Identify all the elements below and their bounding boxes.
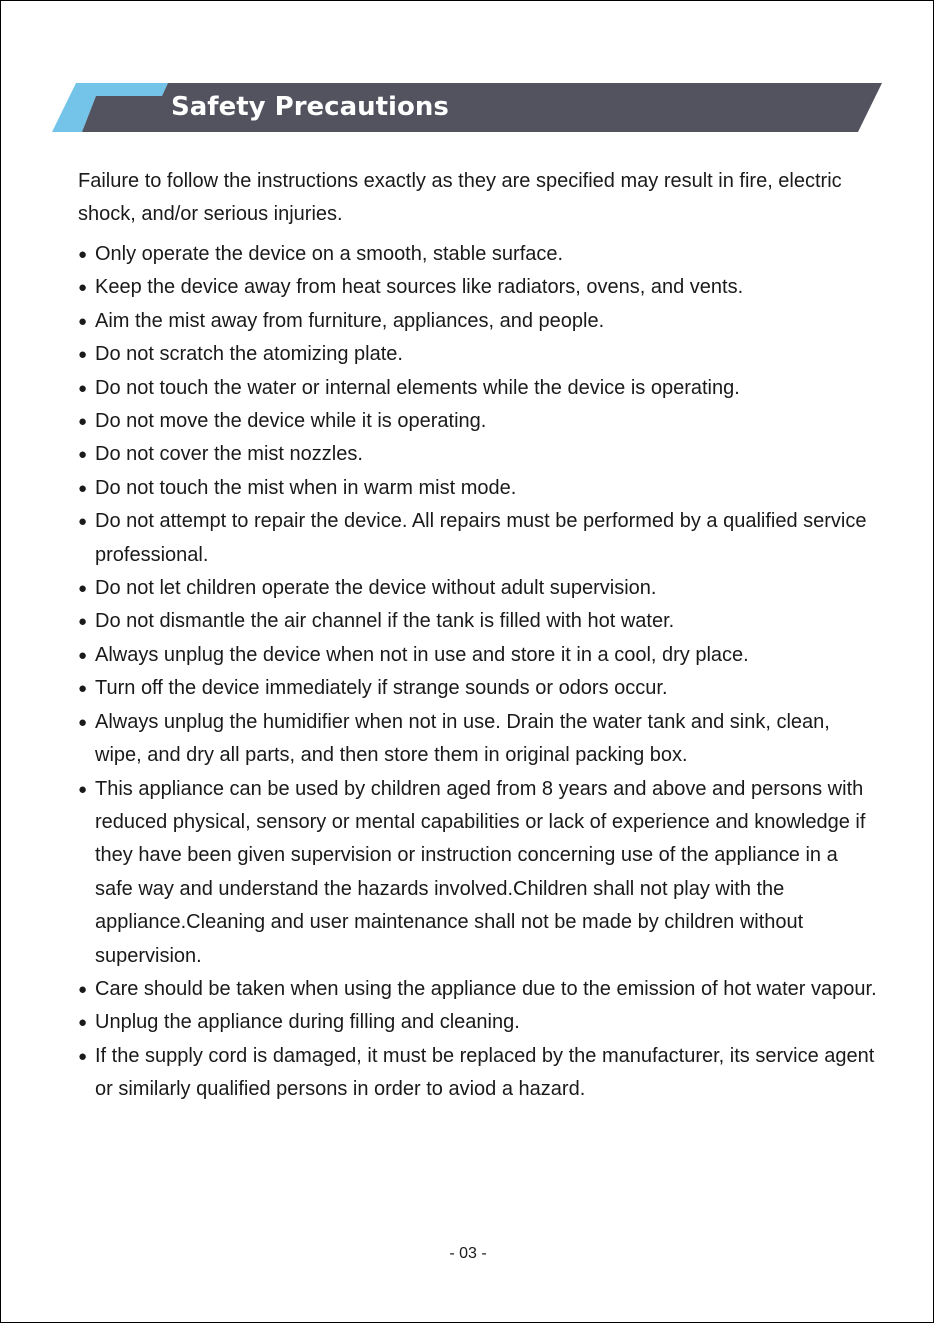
page-title: Safety Precautions (171, 92, 449, 122)
precaution-text: Do not touch the water or internal elements while the device is operating. (95, 376, 740, 399)
precaution-item (78, 1040, 878, 1107)
bullet-icon: ● (78, 279, 88, 297)
precaution-item (78, 572, 878, 605)
precaution-item (78, 706, 878, 773)
precaution-text: Unplug the appliance during filling and cleaning. (95, 1011, 520, 1034)
precaution-text: Do not attempt to repair the device. All repairs must be performed by a qualified service professional. (95, 510, 867, 566)
precaution-text: Aim the mist away from furniture, appliances, and people. (95, 309, 605, 332)
precaution-text: Do not cover the mist nozzles. (95, 443, 363, 466)
bullet-icon: ● (78, 479, 88, 497)
precaution-item (78, 605, 878, 638)
precaution-text: Care should be taken when using the appliance due to the emission of hot water vapour. (95, 977, 877, 1000)
bullet-icon: ● (78, 646, 88, 664)
precaution-text: Always unplug the device when not in use and store it in a cool, dry place. (95, 643, 749, 666)
bullet-icon: ● (78, 1014, 88, 1032)
bullet-icon: ● (78, 312, 88, 330)
bullet-icon: ● (78, 246, 88, 263)
bullet-icon: ● (78, 780, 88, 798)
bullet-icon: ● (78, 413, 88, 431)
precaution-text: Only operate the device on a smooth, stable surface. (95, 243, 564, 265)
bullet-icon: ● (78, 379, 88, 397)
precaution-list (78, 238, 878, 1107)
page-number: - 03 - (449, 1245, 487, 1262)
bullet-icon: ● (78, 980, 88, 998)
section-header (52, 83, 882, 132)
bullet-icon: ● (78, 680, 88, 698)
precaution-item (78, 472, 878, 505)
precaution-item (78, 672, 878, 705)
precaution-text: Do not move the device while it is operating. (95, 410, 487, 433)
precaution-text: Keep the device away from heat sources like radiators, ovens, and vents. (95, 276, 744, 299)
bullet-icon: ● (78, 1047, 88, 1065)
precaution-text: Turn off the device immediately if strange sounds or odors occur. (95, 677, 668, 700)
precaution-item (78, 973, 878, 1006)
precaution-item (78, 639, 878, 672)
precaution-text: Do not scratch the atomizing plate. (95, 343, 403, 366)
precaution-text: If the supply cord is damaged, it must be replaced by the manufacturer, its service agent or similarly qualified persons in order to aviod a hazard. (95, 1044, 875, 1101)
bullet-icon: ● (78, 513, 88, 531)
precaution-item (78, 238, 878, 271)
precaution-text: Do not touch the mist when in warm mist mode. (95, 476, 517, 499)
precaution-text: Always unplug the humidifier when not in use. Drain the water tank and sink, clean, wipe, and dry all parts, and then store them in original packing box. (95, 710, 830, 767)
bullet-icon: ● (78, 580, 88, 598)
precaution-item (78, 773, 878, 973)
precaution-item (78, 505, 878, 572)
bullet-icon: ● (78, 713, 88, 731)
precaution-item (78, 405, 878, 438)
precaution-text: Do not let children operate the device without adult supervision. (95, 577, 657, 600)
precaution-item (78, 305, 878, 338)
precaution-item (78, 372, 878, 405)
precaution-item (78, 271, 878, 304)
intro-warning: Failure to follow the instructions exactly as they are specified may result in fire, electric shock, and/or serious injuries. (78, 170, 842, 225)
precaution-text: This appliance can be used by children aged from 8 years and above and persons with reduced physical, sensory or mental capabilities or lack of experience and knowledge if they have been given supervision or instruction concerning use of the appliance in a safe way and understand the hazards involved.Children shall not play with the appliance.Cleaning and user maintenance shall not be made by children without supervision. (95, 777, 866, 967)
precaution-text: Do not dismantle the air channel if the tank is filled with hot water. (95, 610, 675, 633)
precaution-item (78, 1006, 878, 1039)
bullet-icon: ● (78, 446, 88, 464)
precaution-item (78, 438, 878, 471)
bullet-icon: ● (78, 613, 88, 631)
precaution-item (78, 338, 878, 371)
bullet-icon: ● (78, 346, 88, 364)
